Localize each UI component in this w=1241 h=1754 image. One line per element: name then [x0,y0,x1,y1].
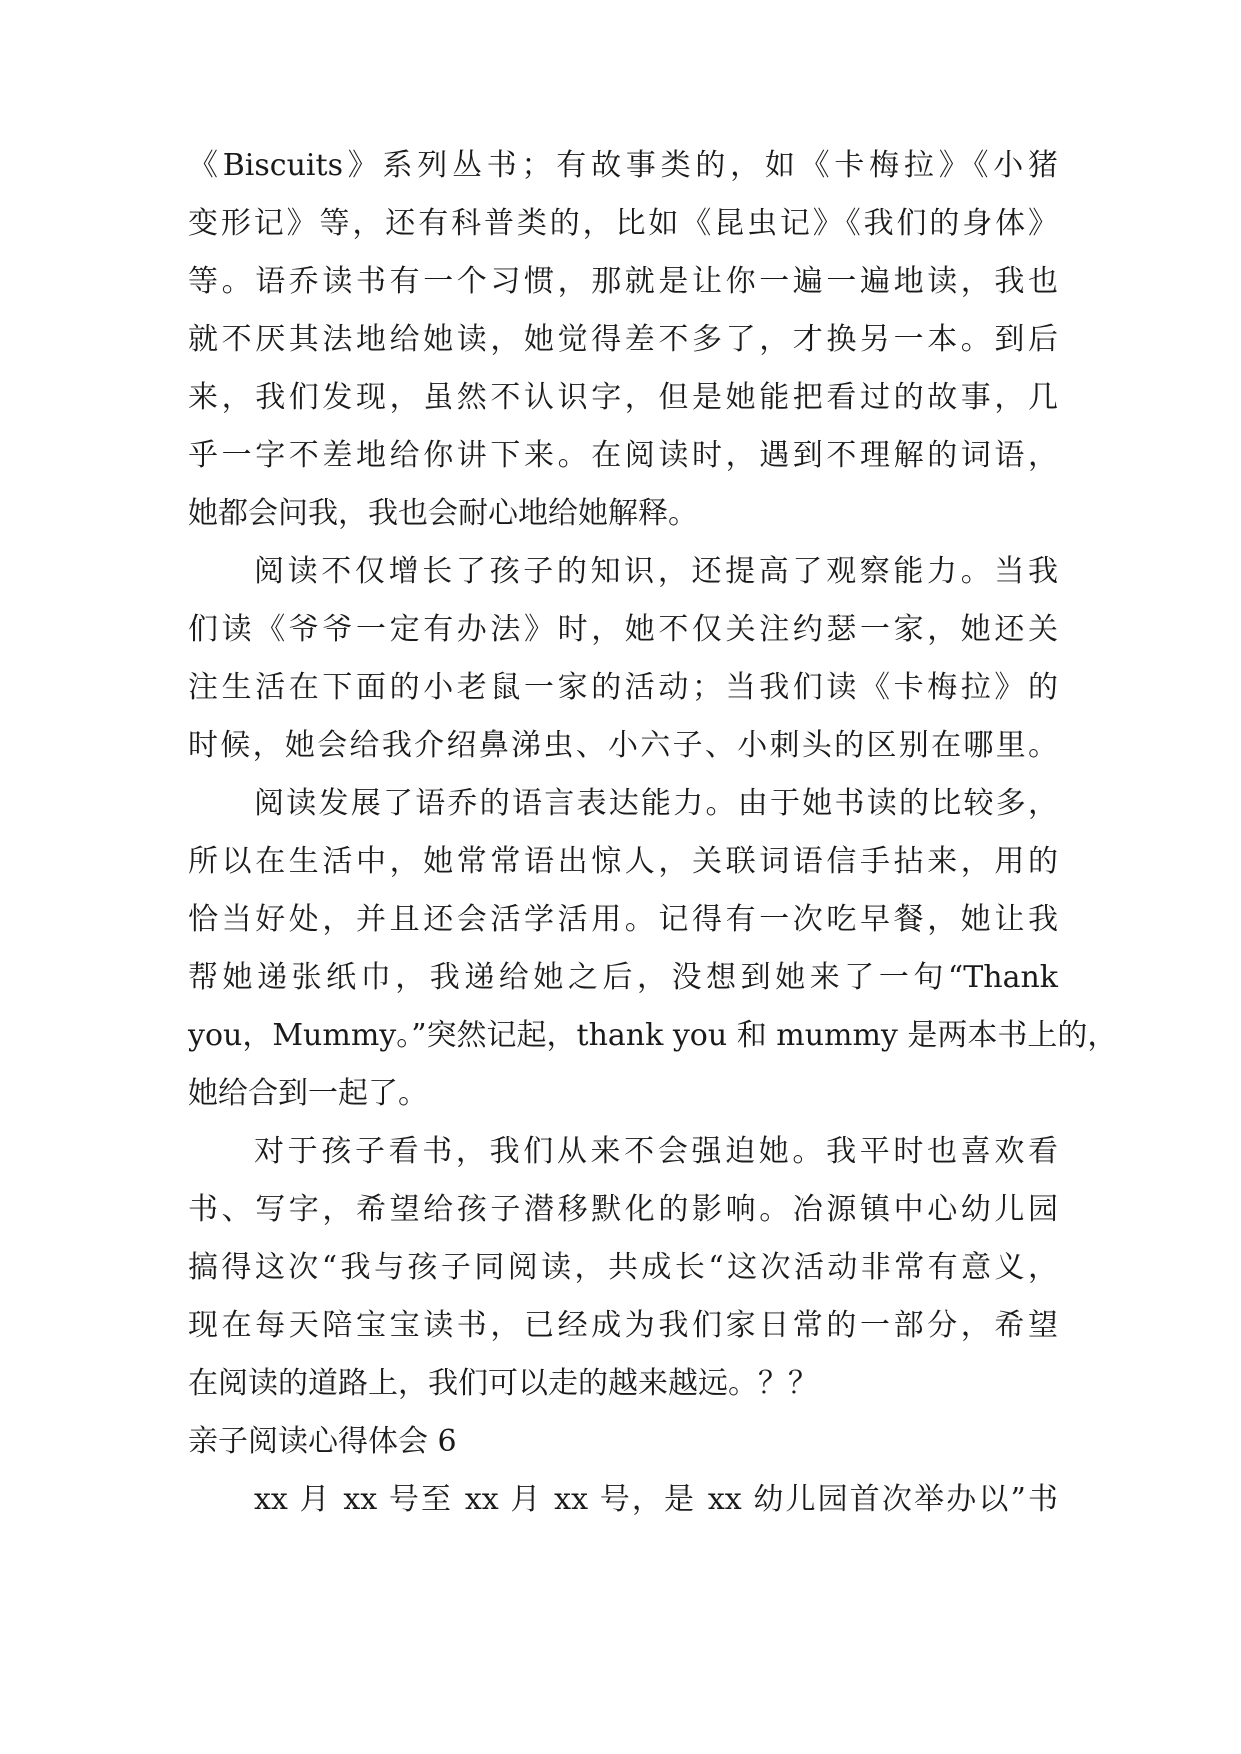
section-heading: 亲子阅读心得体会 6 [188,1424,457,1459]
paragraph-line: 她给合到一起了。 [188,1076,428,1111]
paragraph-line: 们读《爷爷一定有办法》时，她不仅关注约瑟一家，她还关 [188,612,1058,647]
paragraph-line: 帮她递张纸巾，我递给她之后，没想到她来了一句“Thank [188,960,1058,995]
paragraph-line: 阅读发展了语乔的语言表达能力。由于她书读的比较多， [254,786,1058,821]
paragraph-line: 等。语乔读书有一个习惯，那就是让你一遍一遍地读，我也 [188,264,1058,299]
paragraph-line: 现在每天陪宝宝读书，已经成为我们家日常的一部分，希望 [188,1308,1058,1343]
paragraph-line: 搞得这次“我与孩子同阅读，共成长“这次活动非常有意义， [188,1250,1058,1285]
paragraph-line: 阅读不仅增长了孩子的知识，还提高了观察能力。当我 [254,554,1058,589]
paragraph-line: 注生活在下面的小老鼠一家的活动；当我们读《卡梅拉》的 [188,670,1058,705]
paragraph-line: 时候，她会给我介绍鼻涕虫、小六子、小刺头的区别在哪里。 [188,728,1058,763]
paragraph-line: 乎一字不差地给你讲下来。在阅读时，遇到不理解的词语， [188,438,1058,473]
paragraph-line: xx 月 xx 号至 xx 月 xx 号，是 xx 幼儿园首次举办以”书 [254,1482,1058,1517]
paragraph-line: 她都会问我，我也会耐心地给她解释。 [188,496,698,531]
paragraph-line: 变形记》等，还有科普类的，比如《昆虫记》《我们的身体》 [188,206,1058,241]
paragraph-line: 恰当好处，并且还会活学活用。记得有一次吃早餐，她让我 [188,902,1058,937]
paragraph-line: 就不厌其法地给她读，她觉得差不多了，才换另一本。到后 [188,322,1058,357]
paragraph-line: 所以在生活中，她常常语出惊人，关联词语信手拈来，用的 [188,844,1058,879]
paragraph-line: 书、写字，希望给孩子潜移默化的影响。冶源镇中心幼儿园 [188,1192,1058,1227]
paragraph-line: 在阅读的道路上，我们可以走的越来越远。？？ [188,1366,818,1401]
paragraph-line: 对于孩子看书，我们从来不会强迫她。我平时也喜欢看 [254,1134,1058,1169]
paragraph-line: 来，我们发现，虽然不认识字，但是她能把看过的故事，几 [188,380,1058,415]
paragraph-line: you，Mummy。”突然记起，thank you 和 mummy 是两本书上的， [188,1018,1118,1053]
paragraph-line: 《Biscuits》系列丛书；有故事类的，如《卡梅拉》《小猪 [188,148,1058,183]
